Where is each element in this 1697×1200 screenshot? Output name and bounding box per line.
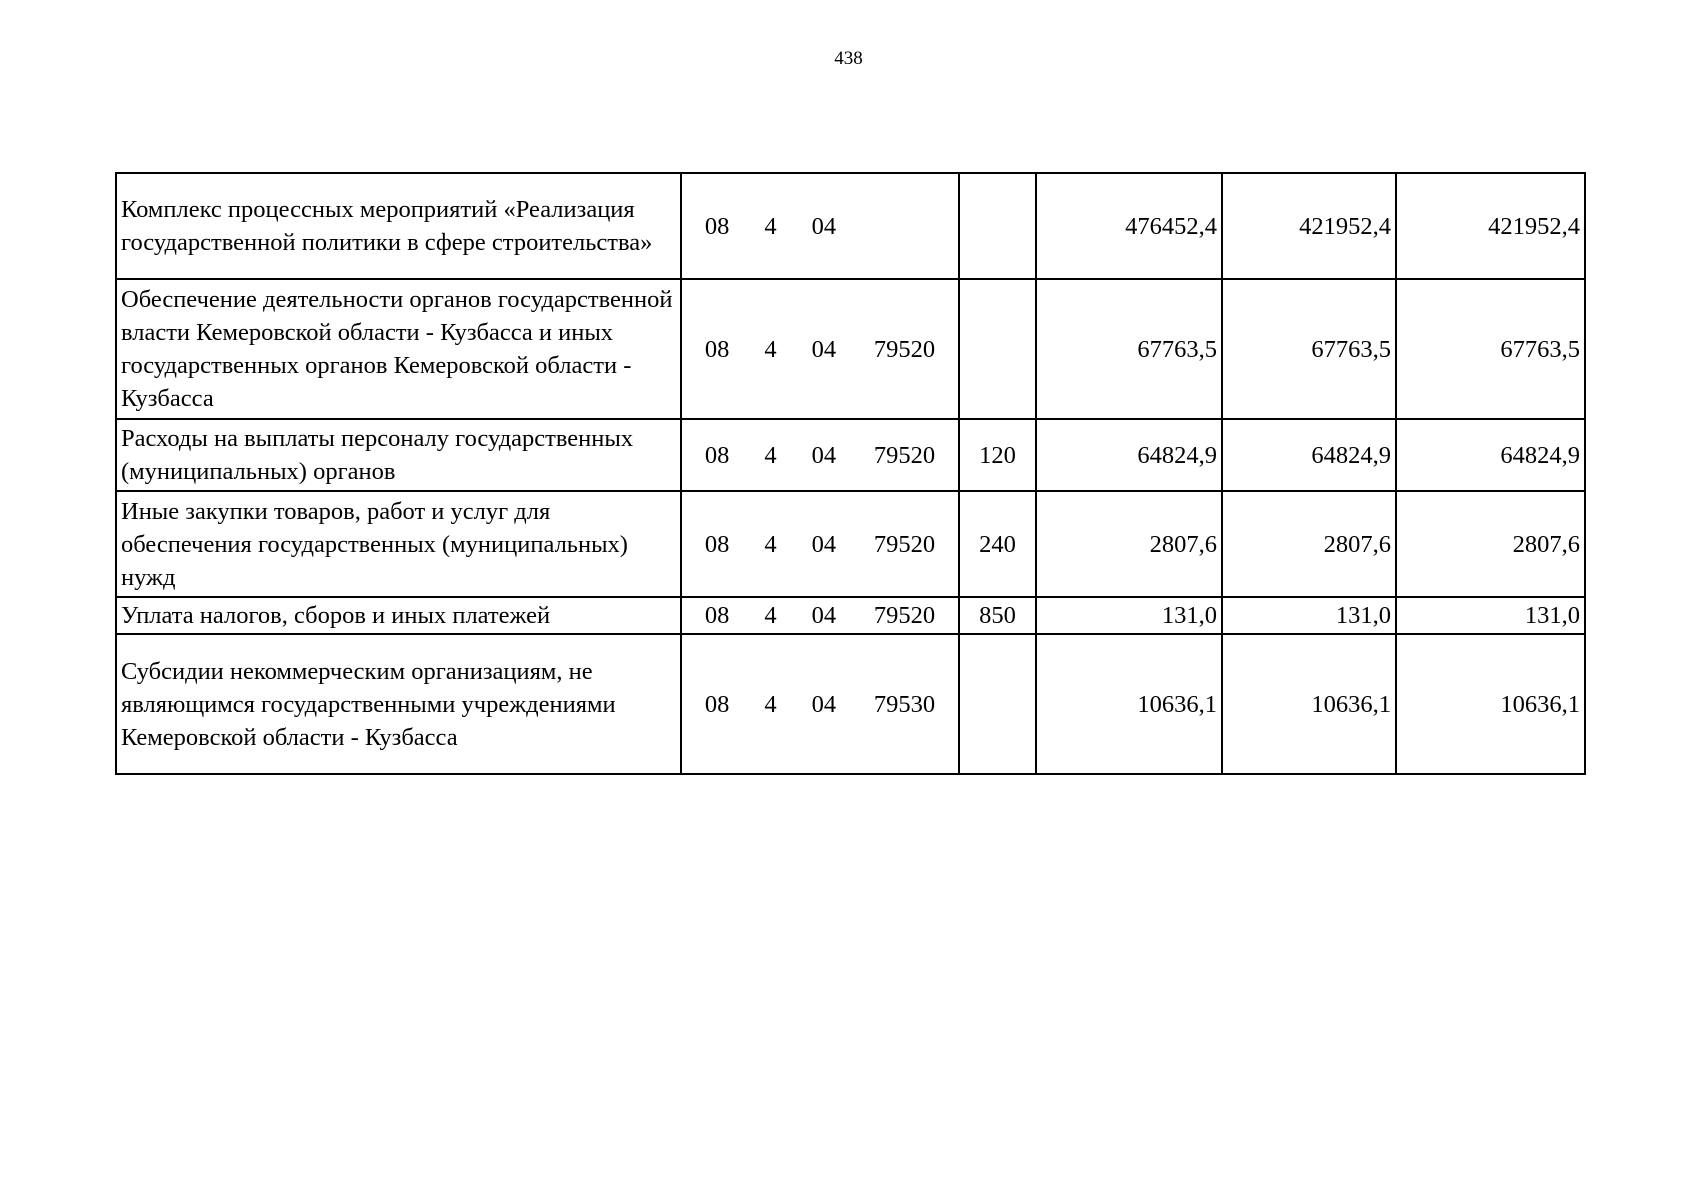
section-code: 08 [704, 602, 730, 629]
program-code: 4 [764, 602, 777, 629]
amount-1: 64824,9 [1036, 419, 1222, 491]
target-code: 79520 [873, 530, 936, 558]
amount-1: 67763,5 [1036, 279, 1222, 419]
amount-3: 2807,6 [1396, 491, 1585, 597]
program-code: 4 [764, 335, 777, 363]
amount-3: 131,0 [1396, 597, 1585, 634]
amount-1: 10636,1 [1036, 634, 1222, 774]
target-code: 79520 [873, 602, 936, 629]
program-code: 4 [764, 212, 777, 240]
amount-2: 64824,9 [1222, 419, 1396, 491]
expense-type-code [959, 173, 1036, 279]
expense-type-code: 850 [959, 597, 1036, 634]
expense-type-code: 120 [959, 419, 1036, 491]
target-code: 79530 [873, 690, 936, 718]
row-name: Уплата налогов, сборов и иных платежей [116, 597, 681, 634]
expense-type-code [959, 279, 1036, 419]
subprogram-code: 04 [811, 602, 837, 629]
amount-3: 421952,4 [1396, 173, 1585, 279]
expense-type-code [959, 634, 1036, 774]
table-row [116, 173, 1585, 279]
table-row [116, 634, 1585, 774]
section-code: 08 [704, 530, 730, 558]
row-codes [681, 419, 959, 491]
row-name: Иные закупки товаров, работ и услуг для обеспечения государственных (муниципальных) нужд [116, 491, 681, 597]
amount-2: 67763,5 [1222, 279, 1396, 419]
table-row [116, 491, 1585, 597]
section-code: 08 [704, 441, 730, 469]
section-code: 08 [704, 212, 730, 240]
amount-3: 64824,9 [1396, 419, 1585, 491]
amount-1: 131,0 [1036, 597, 1222, 634]
amount-2: 421952,4 [1222, 173, 1396, 279]
row-name: Комплекс процессных мероприятий «Реализация государственной политики в сфере строительства» [116, 173, 681, 279]
target-code: 79520 [873, 335, 936, 363]
target-code [855, 210, 954, 243]
program-code: 4 [764, 530, 777, 558]
amount-3: 67763,5 [1396, 279, 1585, 419]
amount-2: 131,0 [1222, 597, 1396, 634]
subprogram-code: 04 [811, 212, 837, 240]
section-code: 08 [704, 335, 730, 363]
amount-3: 10636,1 [1396, 634, 1585, 774]
subprogram-code: 04 [811, 441, 837, 469]
row-codes [681, 279, 959, 419]
subprogram-code: 04 [811, 690, 837, 718]
row-codes [681, 634, 959, 774]
amount-2: 10636,1 [1222, 634, 1396, 774]
row-name: Расходы на выплаты персоналу государственных (муниципальных) органов [116, 419, 681, 491]
row-codes [681, 597, 959, 634]
table-row [116, 419, 1585, 491]
row-codes [681, 491, 959, 597]
amount-1: 2807,6 [1036, 491, 1222, 597]
target-code: 79520 [873, 441, 936, 469]
section-code: 08 [704, 690, 730, 718]
page-number: 438 [834, 48, 863, 69]
row-name: Обеспечение деятельности органов государственной власти Кемеровской области - Кузбасса и иных государственных органов Кемеровской области - Кузбасса [116, 279, 681, 419]
amount-1: 476452,4 [1036, 173, 1222, 279]
expense-type-code: 240 [959, 491, 1036, 597]
table-row [116, 279, 1585, 419]
subprogram-code: 04 [811, 530, 837, 558]
row-codes [681, 173, 959, 279]
budget-table [115, 172, 1586, 775]
program-code: 4 [764, 690, 777, 718]
amount-2: 2807,6 [1222, 491, 1396, 597]
subprogram-code: 04 [811, 335, 837, 363]
table-row [116, 597, 1585, 634]
program-code: 4 [764, 441, 777, 469]
row-name: Субсидии некоммерческим организациям, не являющимся государственными учреждениями Кемеровской области - Кузбасса [116, 634, 681, 774]
